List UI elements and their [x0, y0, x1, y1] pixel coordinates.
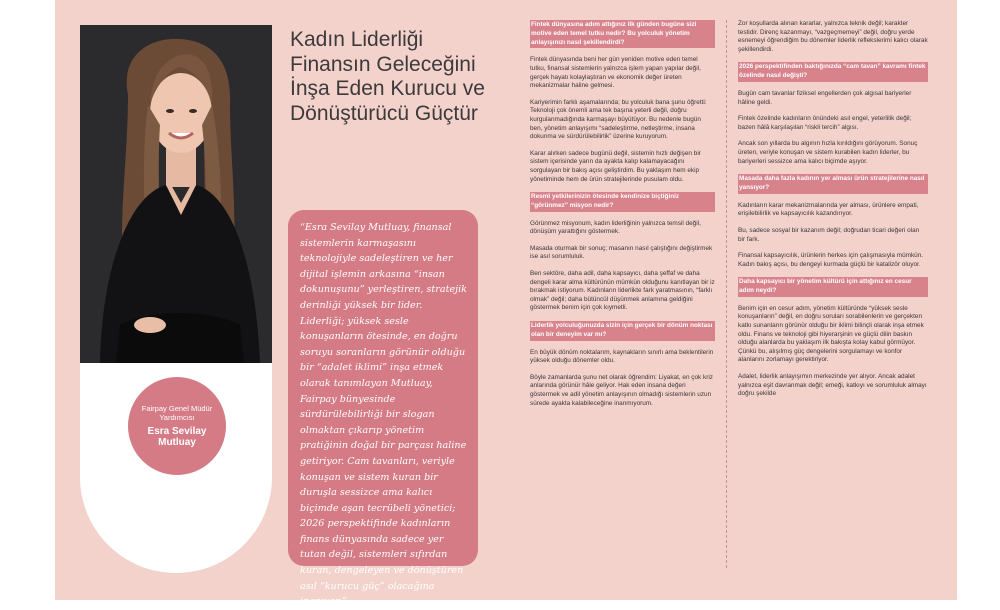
paragraph: Fintek dünyasında beni her gün yeniden motive eden temel tutku, finansal sistemlerin yalnızca işlem yapan yapılar değil, gerçek hayatı kolaylaştıran ve ekonomik değer üreten mekanizmalar haline gelmesi.: [530, 56, 701, 90]
paragraph: Görünmez misyonum, kadın liderliğinin yalnızca temsil değil, dönüşüm yarattığını göstermek.: [530, 219, 701, 236]
paragraph: Karar alırken sadece bugünü değil, sistemin hızlı değişen bir sistem içerisinde yarın da ayakta kalıp kalamayacağını sorgulayan bir bakış açısı geliştirdim. Bu yaklaşım hem ekip yönetiminde hem de ürün stratejilerinde pusulam oldu.: [530, 149, 701, 183]
paragraph: Benim için en cesur adım, yönetim kültüründe “yüksek sesle konuşanların” değil, en doğru soruları sorabilenlerin ve gerçekten katkı sunanların görünür olduğu bir iklimi bilinçli olarak inşa etmek oldu. Finans ve teknoloji gibi hiyerarşinin ve güçlü dilin baskın olduğu alanlarda bu yaklaşım ilk bakışta kolay kabul görmüyor. Çünkü bu, alışılmış güç dengelerini sorgulamayı ve konfor alanlarını zorlamayı gerektiriyor.: [738, 304, 924, 364]
portrait-photo: [80, 25, 272, 363]
paragraph: Bu, sadece sosyal bir kazanım değil; doğrudan ticari değeri olan bir fark.: [738, 226, 920, 243]
question-heading: Fintek dünyasına adım attığınız ilk günden bugüne sizi motive eden temel tutku nedir? Bu yolculuk yönetim anlayışınızı nasıl şekillendirdi?: [530, 20, 715, 48]
question-heading: Masada daha fazla kadının yer alması ürün stratejilerine nasıl yansıyor?: [738, 174, 928, 194]
column-divider: [726, 20, 727, 568]
paragraph: Böyle zamanlarda şunu net olarak öğrendim: Liyakat, en çok kriz anlarında görünür hâle geliyor. Hak eden insana değeri göstermek ve adil yönetim anlayışının olmadığı sistemlerin uzun sürede ayakta kalabileceğine inanmıyorum.: [530, 373, 713, 407]
paragraph: Kariyerimin farklı aşamalarında; bu yolculuk bana şunu öğretti: Teknoloji çok önemli ama tek başına yeterli değil, doğru kurgulanmadığında karmaşayı büyütüyor. Bu nedenle bugün ben, yönetim anlayışımı “sadeleştirme, netleştirme, insana dokunma ve sürdürülebilirlik” üzerine kuruyorum.: [530, 98, 707, 141]
name-badge: [128, 377, 226, 475]
pull-quote-card: [288, 210, 478, 608]
paragraph: Ancak son yıllarda bu algının hızla kırıldığını görüyorum. Sonuç üreten, veriyle konuşan ve sistem kurabilen kadın liderler, bu bariyerleri sessizce ama kalıcı biçimde aşıyor.: [738, 140, 918, 165]
question-heading: Daha kapsayıcı bir yönetim kültürü için attığınız en cesur adım neydi?: [738, 277, 928, 297]
paragraph: Masada oturmak bir sonuç; masanın nasıl çalıştığını değiştirmek ise asıl sorumluluk.: [530, 244, 713, 261]
article-column-2: [738, 20, 928, 407]
pull-quote-text: “Esra Sevilay Mutluay, finansal sistemlerin karmaşasını teknolojiyle sadeleştiren ve her dijital işlemin arkasına “insan dokunuşunu” yerleştiren, stratejik derinliği yüksek bir lider. Liderliği; yüksek sesle konuşanların ötesinde, en doğru soruyu soranların görünür olduğu bir “adalet iklimi” inşa etmek olarak tanımlayan Mutluay, Fairpay bünyesinde sürdürülebilirliği bir slogan olmaktan çıkarıp yönetim pratiğinin doğal bir parçası haline getiriyor. Cam tavanları, veriyle konuşan ve sistem kuran bir duruşla sessizce ama kalıcı biçimde aşan tecrübeli yönetici; 2026 perspektifinde kadınların finans dünyasında sadece yer tutan değil, sistemleri sıfırdan kuran, dengeleyen ve dönüştüren asıl “kurucu güç” olacağına inanıyor.”: [300, 222, 467, 608]
paragraph: Bugün cam tavanlar fiziksel engellerden çok algısal bariyerler hâline geldi.: [738, 89, 912, 106]
article-headline: Kadın Liderliği Finansın Geleceğini İnşa Eden Kurucu ve Dönüştürücü Güçtür: [290, 28, 485, 125]
question-heading: 2026 perspektifinden baktığınızda “cam tavan” kavramı fintek özelinde nasıl değişti?: [738, 62, 928, 82]
profile-role: Fairpay Genel Müdür Yardımcısı: [141, 404, 213, 422]
paragraph: Ben sektöre, daha adil, daha kapsayıcı, daha şeffaf ve daha dengeli karar alma kültürünün mümkün olduğunu kanıtlayan bir iz bırakmak istiyorum. Kadınların liderlikte fark yaratmasının, “farklı olmak” değil; daha bütüncül düşünmek anlamına geldiğini göstermek benim için çok kıymetli.: [530, 270, 715, 312]
paragraph: Zor koşullarda alınan kararlar, yalnızca teknik değil; karakter testidir. Direnç kazanmayı, “vazgeçmemeyi” değil, doğru yerde esnemeyi öğrendiğim bu dönemler liderlik reflekslerimi kalıcı olarak şekillendirdi.: [738, 20, 928, 53]
article-column-1: [530, 20, 715, 416]
question-heading: Resmî yetkilerinizin ötesinde kendinize biçtiğiniz “görünmez” misyon nedir?: [530, 192, 715, 212]
paragraph: Fintek özelinde kadınların önündeki asıl engel, yeterlilik değil; bazen hâlâ karşılaşılan “riskli tercih” algısı.: [738, 115, 912, 131]
paragraph: Adalet, liderlik anlayışımın merkezinde yer alıyor. Ancak adalet yalnızca eşit davranmak değil; emeği, katkıyı ve sorumluluk almayı doğru şekilde: [738, 373, 927, 398]
question-heading: Liderlik yolculuğunuzda sizin için gerçek bir dönüm noktası olan bir deneyim var mı?: [530, 321, 715, 341]
profile-name: Esra Sevilay Mutluay: [147, 426, 207, 448]
paragraph: Kadınların karar mekanizmalarında yer alması, ürünlere empati, erişilebilirlik ve kapsayıcılık kazandırıyor.: [738, 201, 919, 218]
paragraph: En büyük dönüm noktalarım, kaynakların sınırlı ama beklentilerin yüksek olduğu dönemler oldu.: [530, 348, 714, 365]
profile-card: [80, 25, 272, 573]
paragraph: Finansal kapsayıcılık, ürünlerin herkes için çalışmasıyla mümkün. Kadın bakış açısı, bu dengeyi kurmada güçlü bir katalizör oluyor.: [738, 252, 924, 268]
